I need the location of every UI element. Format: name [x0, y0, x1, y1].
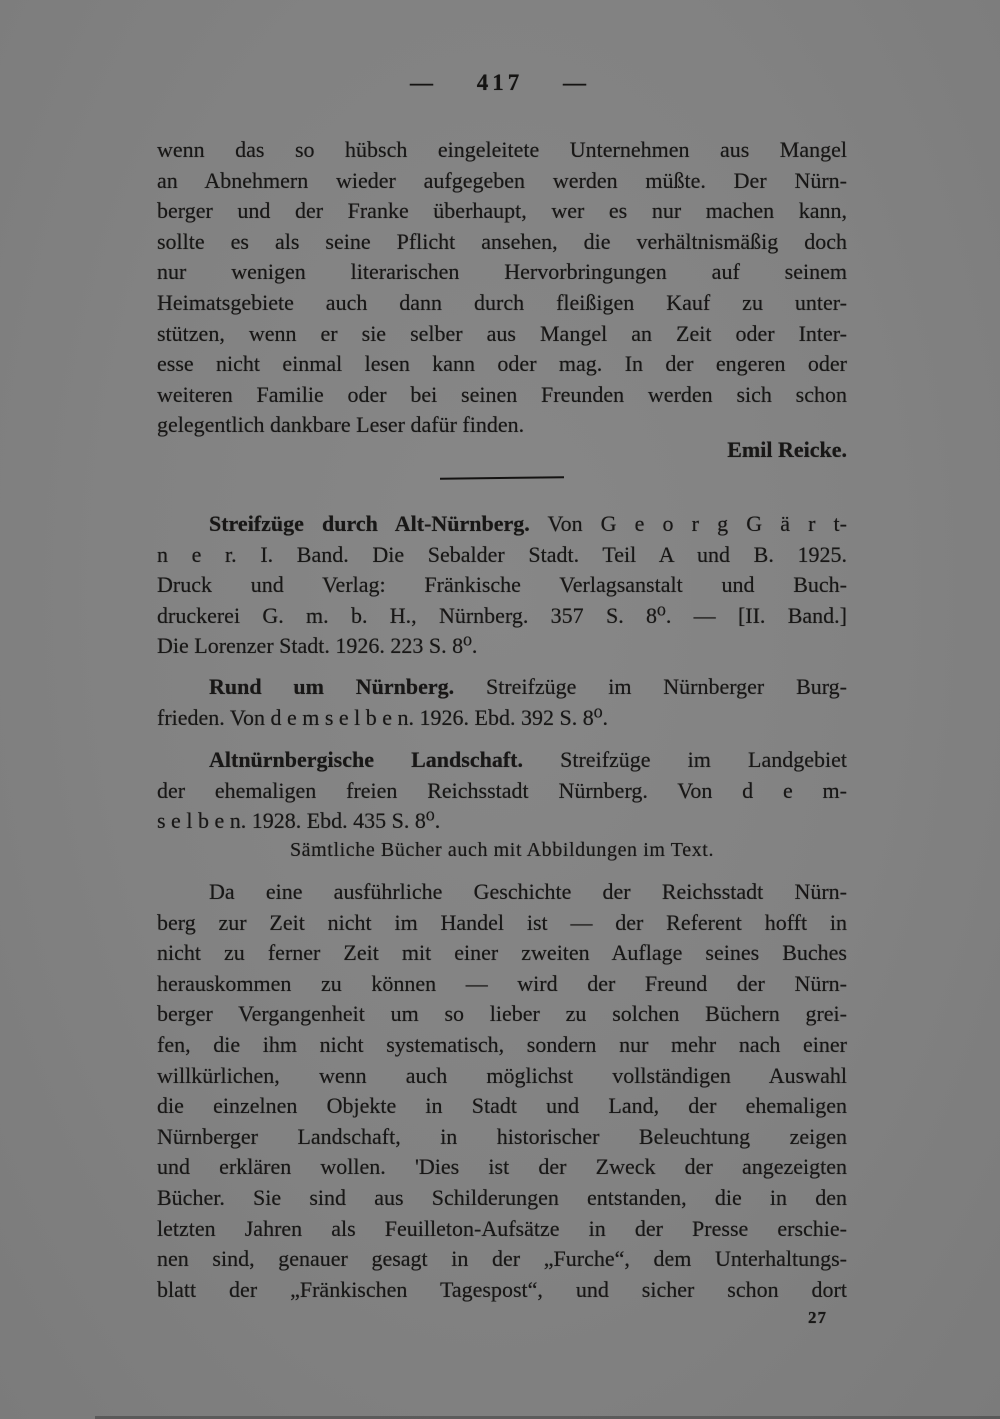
text-line: blatt der „Fränkischen Tagespost“, und sicher schon dort [157, 1276, 847, 1302]
text-line: frieden. Von d e m s e l b e n. 1926. Ebd. 392 S. 8⁰. [157, 704, 609, 730]
text-line: stützen, wenn er sie selber aus Mangel an Zeit oder Inter- [157, 320, 847, 346]
text-line: n e r. I. Band. Die Sebalder Stadt. Teil A und B. 1925. [157, 541, 847, 567]
text-line: Heimatsgebiete auch dann durch fleißigen Kauf zu unter- [157, 289, 847, 315]
text-line: Die Lorenzer Stadt. 1926. 223 S. 8⁰. [157, 633, 478, 659]
author-signature: Emil Reicke. [727, 437, 847, 462]
bibliography-entry-altnuernbergische-landschaft [157, 745, 847, 837]
text-line: herauskommen zu können — wird der Freund der Nürn- [157, 970, 847, 996]
text-line: und erklären wollen. 'Dies ist der Zweck der angezeigten [157, 1154, 847, 1180]
text-line: wenn das so hübsch eingeleitete Unternehmen aus Mangel [157, 137, 847, 162]
page-number-header: — 417 — [410, 70, 590, 95]
text-line: Bücher. Sie sind aus Schilderungen entstanden, die in den [157, 1184, 847, 1210]
text-line: esse nicht einmal lesen kann oder mag. In der engeren oder [157, 351, 847, 377]
text-line: an Abnehmern wieder aufgegeben werden müßte. Der Nürn- [157, 167, 847, 193]
text-line: sollte es als seine Pflicht ansehen, die verhältnismäßig doch [157, 228, 847, 254]
text-line: der ehemaligen freien Reichsstadt Nürnberg. Von d e m- [157, 777, 847, 803]
review-paragraph [157, 877, 847, 1305]
text-line: willkürlichen, wenn auch möglichst vollständigen Auswahl [157, 1062, 847, 1088]
text-line: druckerei G. m. b. H., Nürnberg. 357 S. 8⁰. — [II. Band.] [157, 602, 847, 628]
text-line: gelegentlich dankbare Leser dafür finden. [157, 412, 525, 438]
section-divider-rule [440, 476, 564, 480]
text-line: Streifzüge durch Alt-Nürnberg. Von G e o r g G ä r t- [209, 511, 847, 536]
text-line: Druck und Verlag: Fränkische Verlagsanstalt und Buch- [157, 572, 847, 598]
entry-title-bold: Rund um Nürnberg. [209, 674, 455, 699]
text-line: die einzelnen Objekte in Stadt und Land, der ehemaligen [157, 1093, 847, 1119]
text-line: berg zur Zeit nicht im Handel ist — der Referent hofft in [157, 909, 847, 935]
bibliography-entry-streifzuege [157, 509, 847, 662]
sheet-signature-mark: 27 [808, 1308, 827, 1327]
text-line: nen sind, genauer gesagt in der „Furche“, dem Unterhaltungs- [157, 1246, 847, 1272]
text-line: Altnürnbergische Landschaft. Streifzüge im Landgebiet [209, 747, 847, 772]
text-line: berger und der Franke überhaupt, wer es nur machen kann, [157, 198, 847, 224]
entry-title-bold: Altnürnbergische Landschaft. [209, 747, 523, 772]
text-line: fen, die ihm nicht systematisch, sondern nur mehr nach einer [157, 1031, 847, 1057]
text-line: Rund um Nürnberg. Streifzüge im Nürnberger Burg- [209, 674, 848, 699]
text-line: berger Vergangenheit um so lieber zu solchen Büchern grei- [157, 1001, 847, 1027]
bibliography-entry-rund-um-nuernberg [157, 672, 847, 733]
text-line: Da eine ausführliche Geschichte der Reichsstadt Nürn- [209, 879, 847, 904]
text-line: s e l b e n. 1928. Ebd. 435 S. 8⁰. [157, 808, 441, 834]
text-line: Nürnberger Landschaft, in historischer Beleuchtung zeigen [157, 1123, 847, 1149]
text-line: nur wenigen literarischen Hervorbringungen auf seinem [157, 259, 847, 285]
continuation-paragraph [157, 135, 847, 441]
text-line: weiteren Familie oder bei seinen Freunden werden sich schon [157, 381, 847, 407]
text-line: nicht zu ferner Zeit mit einer zweiten Auflage seines Buches [157, 940, 847, 966]
text-line: letzten Jahren als Feuilleton-Aufsätze in der Presse erschie- [157, 1215, 847, 1241]
entry-title-bold: Streifzüge durch Alt-Nürnberg. [209, 511, 530, 536]
illustrations-note: Sämtliche Bücher auch mit Abbildungen im Text. [289, 839, 715, 861]
